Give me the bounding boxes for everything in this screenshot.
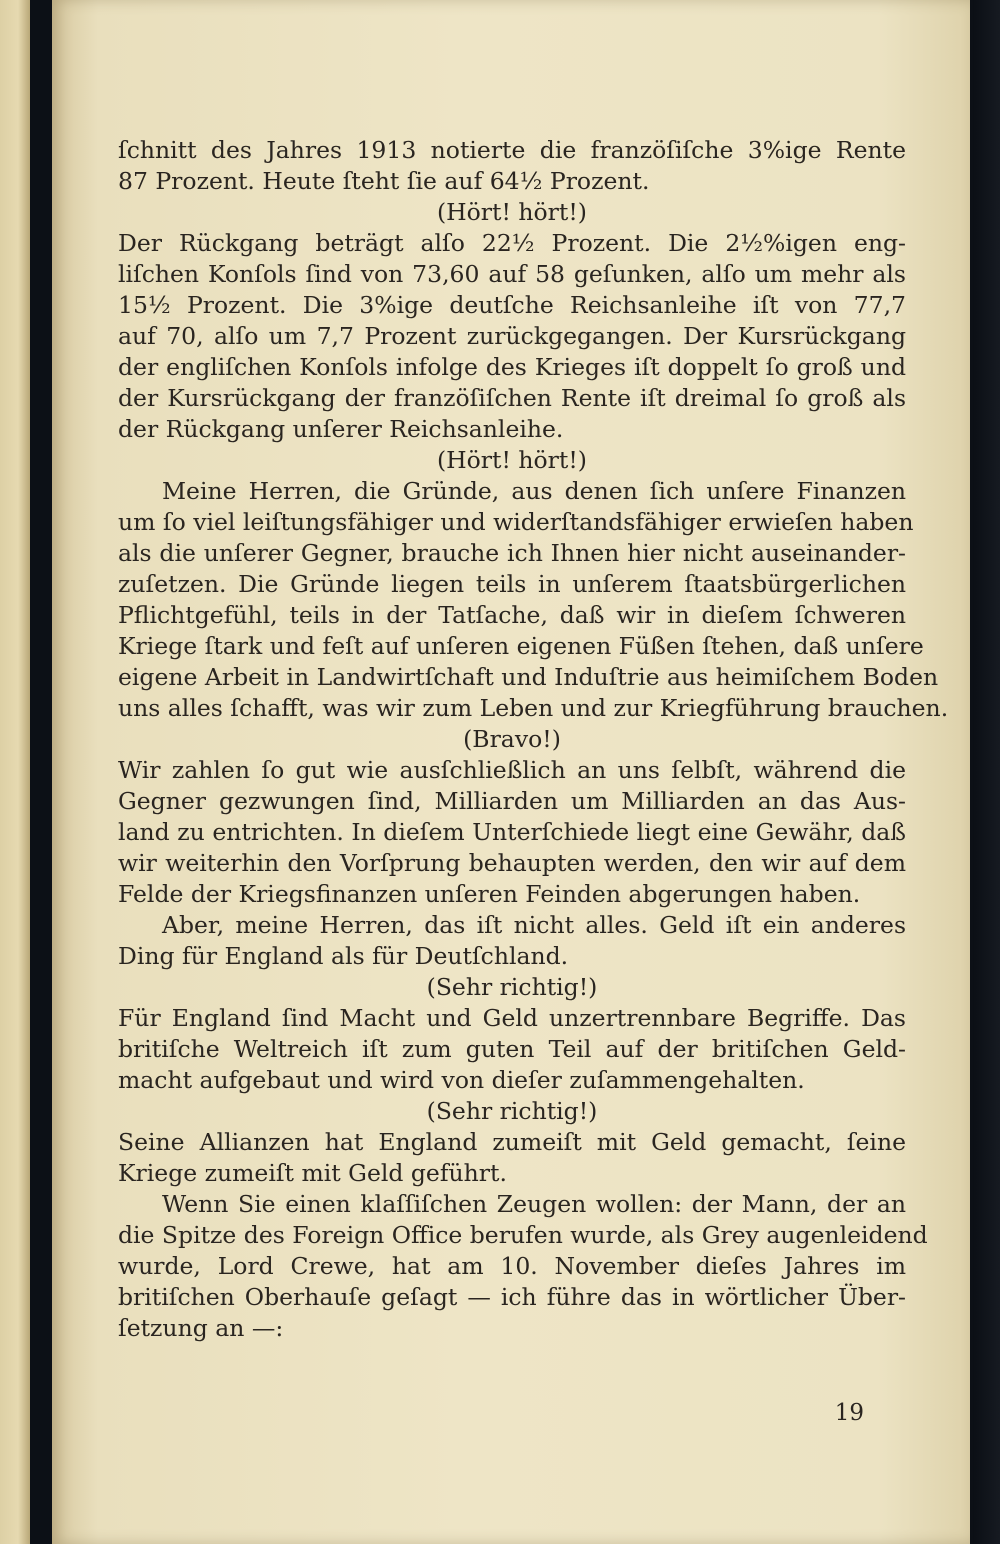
interjection: (Sehr richtig!)	[426, 973, 598, 1001]
interjection: (Sehr richtig!)	[426, 1097, 598, 1125]
text-line: Kriege zumeiſt mit Geld geführt.	[118, 1159, 507, 1187]
text-line: ſchnitt des Jahres 1913 notierte die franzöſiſche 3%ige Rente	[118, 136, 906, 164]
text-line: wir weiterhin den Vorſprung behaupten werden, den wir auf dem	[118, 849, 906, 877]
interjection: (Hört! hört!)	[437, 198, 587, 226]
text-line: zuſetzen. Die Gründe liegen teils in unſerem ſtaatsbürgerlichen	[118, 570, 906, 598]
text-line: Seine Allianzen hat England zumeiſt mit Geld gemacht, ſeine	[118, 1128, 906, 1156]
text-line: Für England ſind Macht und Geld unzertrennbare Begriffe. Das	[118, 1004, 906, 1032]
text-line: Meine Herren, die Gründe, aus denen ſich unſere Finanzen	[162, 477, 906, 505]
text-line: uns alles ſchafft, was wir zum Leben und zur Kriegführung brauchen.	[118, 694, 949, 722]
text-line: Kriege ſtark und feſt auf unſeren eigenen Füßen ſtehen, daß unſere	[118, 632, 924, 660]
text-line: um ſo viel leiſtungsfähiger und widerſtandsfähiger erwieſen haben	[118, 508, 914, 536]
text-line: britiſchen Oberhauſe geſagt — ich führe das in wörtlicher Über-	[118, 1283, 906, 1311]
right-dark-edge	[973, 0, 1000, 1544]
text-line: wurde, Lord Crewe, hat am 10. November dieſes Jahres im	[118, 1252, 906, 1280]
text-line: britiſche Weltreich iſt zum guten Teil auf der britiſchen Geld-	[118, 1035, 906, 1063]
text-line: Gegner gezwungen ſind, Milliarden um Milliarden an das Aus-	[118, 787, 906, 815]
left-page-edge	[0, 0, 30, 1544]
interjection: (Hört! hört!)	[437, 446, 587, 474]
text-line: der Kursrückgang der franzöſiſchen Rente iſt dreimal ſo groß als	[118, 384, 906, 412]
text-line: Pflichtgefühl, teils in der Tatſache, daß wir in dieſem ſchweren	[118, 601, 906, 629]
text-line: Wir zahlen ſo gut wie ausſchließlich an uns ſelbſt, während die	[118, 756, 906, 784]
text-line: macht aufgebaut und wird von dieſer zuſammengehalten.	[118, 1066, 805, 1094]
text-line: Ding für England als für Deutſchland.	[118, 942, 569, 970]
interjection: (Bravo!)	[463, 725, 561, 753]
text-line: auf 70, alſo um 7,7 Prozent zurückgegangen. Der Kursrückgang	[118, 322, 906, 350]
text-line: Felde der Kriegsfinanzen unſeren Feinden abgerungen haben.	[118, 880, 861, 908]
book-page	[52, 0, 970, 1544]
text-line: land zu entrichten. In dieſem Unterſchiede liegt eine Gewähr, daß	[118, 818, 906, 846]
text-line: 15½ Prozent. Die 3%ige deutſche Reichsanleihe iſt von 77,7	[118, 291, 906, 319]
text-line: als die unſerer Gegner, brauche ich Ihnen hier nicht auseinander-	[118, 539, 906, 567]
page-number: 19	[834, 1400, 864, 1426]
text-line: Wenn Sie einen klaſſiſchen Zeugen wollen: der Mann, der an	[162, 1190, 906, 1218]
text-line: Aber, meine Herren, das iſt nicht alles. Geld iſt ein anderes	[162, 911, 906, 939]
text-line: Der Rückgang beträgt alſo 22½ Prozent. Die 2½%igen eng-	[118, 229, 906, 257]
text-line: liſchen Konſols ſind von 73,60 auf 58 geſunken, alſo um mehr als	[118, 260, 906, 288]
text-line: der engliſchen Konſols infolge des Krieges iſt doppelt ſo groß und	[118, 353, 906, 381]
text-line: 87 Prozent. Heute ſteht ſie auf 64½ Prozent.	[118, 167, 650, 195]
text-line: die Spitze des Foreign Office berufen wurde, als Grey augenleidend	[118, 1221, 928, 1249]
body-text	[118, 135, 949, 1344]
text-line: eigene Arbeit in Landwirtſchaft und Induſtrie aus heimiſchem Boden	[118, 663, 939, 691]
text-line: ſetzung an —:	[118, 1314, 284, 1342]
text-line: der Rückgang unſerer Reichsanleihe.	[118, 415, 564, 443]
